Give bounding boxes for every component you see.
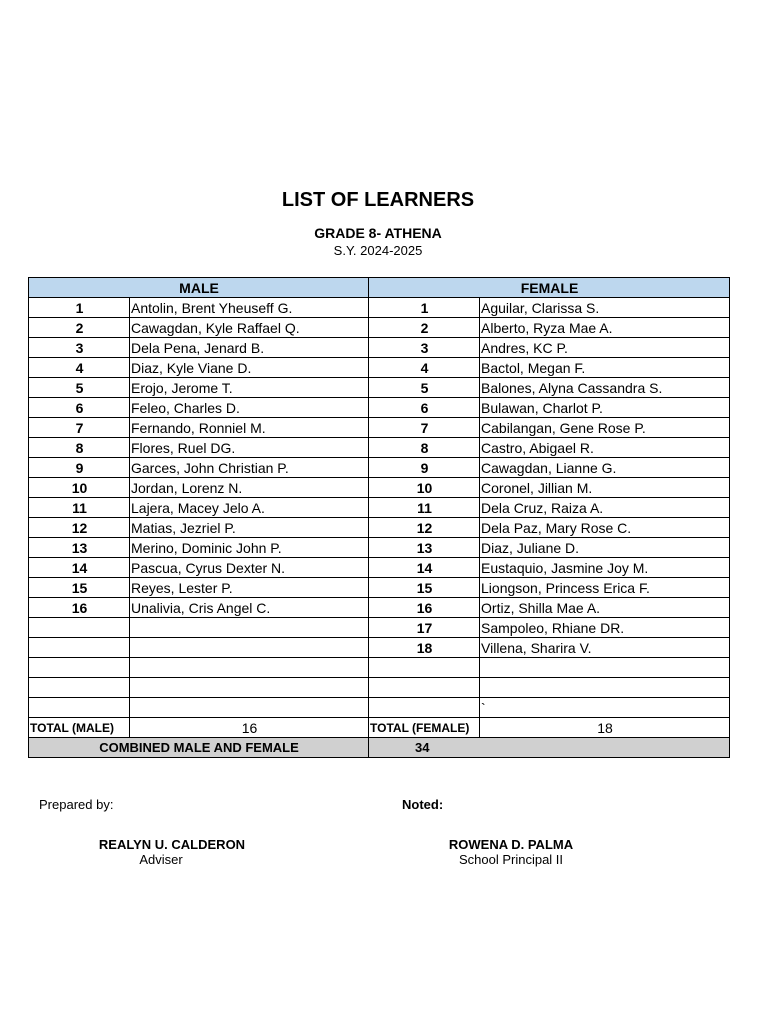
female-name: Andres, KC P. [480, 338, 730, 358]
female-name: Villena, Sharira V. [480, 638, 730, 658]
male-name: Pascua, Cyrus Dexter N. [130, 558, 369, 578]
table-row [29, 678, 730, 698]
female-name: Sampoleo, Rhiane DR. [480, 618, 730, 638]
male-name: Fernando, Ronniel M. [130, 418, 369, 438]
male-number: 6 [29, 398, 130, 418]
principal-name: ROWENA D. PALMA [448, 837, 574, 852]
table-row [29, 478, 730, 498]
male-number [29, 698, 130, 718]
noted-label: Noted: [402, 797, 444, 812]
female-number [369, 678, 480, 698]
page-title: LIST OF LEARNERS [281, 189, 475, 211]
male-name [130, 678, 369, 698]
female-number: 2 [369, 318, 480, 338]
female-name: Balones, Alyna Cassandra S. [480, 378, 730, 398]
female-name: Diaz, Juliane D. [480, 538, 730, 558]
female-name: Liongson, Princess Erica F. [480, 578, 730, 598]
learners-table [28, 277, 730, 758]
male-name: Garces, John Christian P. [130, 458, 369, 478]
table-row [29, 598, 730, 618]
table-row [29, 458, 730, 478]
female-number: 9 [369, 458, 480, 478]
male-number: 2 [29, 318, 130, 338]
table-row [29, 638, 730, 658]
combined-row [29, 738, 730, 758]
female-number: 18 [369, 638, 480, 658]
male-number [29, 658, 130, 678]
male-number: 7 [29, 418, 130, 438]
table-row [29, 338, 730, 358]
male-number [29, 678, 130, 698]
male-number: 10 [29, 478, 130, 498]
male-number: 5 [29, 378, 130, 398]
female-number [369, 698, 480, 718]
female-name: ` [480, 698, 730, 718]
male-number: 14 [29, 558, 130, 578]
table-row [29, 498, 730, 518]
table-row [29, 418, 730, 438]
table-header-row [29, 278, 730, 298]
table-row [29, 378, 730, 398]
female-name: Bulawan, Charlot P. [480, 398, 730, 418]
female-number: 6 [369, 398, 480, 418]
female-number: 12 [369, 518, 480, 538]
female-number: 1 [369, 298, 480, 318]
female-name: Castro, Abigael R. [480, 438, 730, 458]
school-year: S.Y. 2024-2025 [333, 243, 423, 258]
female-name: Coronel, Jillian M. [480, 478, 730, 498]
female-number: 4 [369, 358, 480, 378]
female-name: Eustaquio, Jasmine Joy M. [480, 558, 730, 578]
table-row [29, 538, 730, 558]
male-number: 3 [29, 338, 130, 358]
male-number: 16 [29, 598, 130, 618]
table-row [29, 578, 730, 598]
table-row [29, 398, 730, 418]
female-number: 17 [369, 618, 480, 638]
table-row [29, 358, 730, 378]
female-header: FEMALE [369, 278, 730, 298]
male-number [29, 618, 130, 638]
male-name: Merino, Dominic John P. [130, 538, 369, 558]
principal-role: School Principal II [458, 852, 564, 867]
male-name: Reyes, Lester P. [130, 578, 369, 598]
table-row [29, 658, 730, 678]
male-name [130, 658, 369, 678]
table-row [29, 518, 730, 538]
male-name: Matias, Jezriel P. [130, 518, 369, 538]
female-number [369, 658, 480, 678]
table-row [29, 298, 730, 318]
female-name [480, 678, 730, 698]
female-name: Cawagdan, Lianne G. [480, 458, 730, 478]
table-row [29, 698, 730, 718]
adviser-name: REALYN U. CALDERON [98, 837, 246, 852]
female-name [480, 658, 730, 678]
combined-label: COMBINED MALE AND FEMALE [29, 738, 369, 758]
table-row [29, 318, 730, 338]
prepared-by-label: Prepared by: [39, 797, 114, 812]
male-name [130, 618, 369, 638]
female-number: 10 [369, 478, 480, 498]
table-row [29, 558, 730, 578]
male-name: Dela Pena, Jenard B. [130, 338, 369, 358]
male-number: 12 [29, 518, 130, 538]
male-number: 4 [29, 358, 130, 378]
male-number: 9 [29, 458, 130, 478]
female-number: 13 [369, 538, 480, 558]
female-name: Dela Paz, Mary Rose C. [480, 518, 730, 538]
female-name: Bactol, Megan F. [480, 358, 730, 378]
female-number: 8 [369, 438, 480, 458]
totals-row [29, 718, 730, 738]
adviser-role: Adviser [139, 852, 183, 867]
male-number: 1 [29, 298, 130, 318]
male-number: 15 [29, 578, 130, 598]
male-name: Antolin, Brent Yheuseff G. [130, 298, 369, 318]
table-row [29, 618, 730, 638]
male-name: Erojo, Jerome T. [130, 378, 369, 398]
male-name: Flores, Ruel DG. [130, 438, 369, 458]
male-name [130, 698, 369, 718]
female-number: 7 [369, 418, 480, 438]
male-name: Feleo, Charles D. [130, 398, 369, 418]
male-number: 11 [29, 498, 130, 518]
male-name: Unalivia, Cris Angel C. [130, 598, 369, 618]
male-name: Jordan, Lorenz N. [130, 478, 369, 498]
male-number: 8 [29, 438, 130, 458]
grade-section: GRADE 8- ATHENA [314, 225, 442, 241]
total-male-value: 16 [130, 718, 369, 738]
female-number: 11 [369, 498, 480, 518]
female-number: 15 [369, 578, 480, 598]
female-name: Alberto, Ryza Mae A. [480, 318, 730, 338]
male-number: 13 [29, 538, 130, 558]
total-male-label: TOTAL (MALE) [29, 718, 130, 738]
total-female-value: 18 [480, 718, 730, 738]
female-name: Dela Cruz, Raiza A. [480, 498, 730, 518]
male-name: Cawagdan, Kyle Raffael Q. [130, 318, 369, 338]
male-number [29, 638, 130, 658]
female-number: 14 [369, 558, 480, 578]
male-name: Lajera, Macey Jelo A. [130, 498, 369, 518]
male-name [130, 638, 369, 658]
total-female-label: TOTAL (FEMALE) [369, 718, 480, 738]
male-name: Diaz, Kyle Viane D. [130, 358, 369, 378]
male-header: MALE [29, 278, 369, 298]
table-row [29, 438, 730, 458]
female-number: 16 [369, 598, 480, 618]
female-name: Ortiz, Shilla Mae A. [480, 598, 730, 618]
female-name: Cabilangan, Gene Rose P. [480, 418, 730, 438]
combined-value: 34 [369, 738, 730, 758]
female-number: 5 [369, 378, 480, 398]
female-name: Aguilar, Clarissa S. [480, 298, 730, 318]
female-number: 3 [369, 338, 480, 358]
